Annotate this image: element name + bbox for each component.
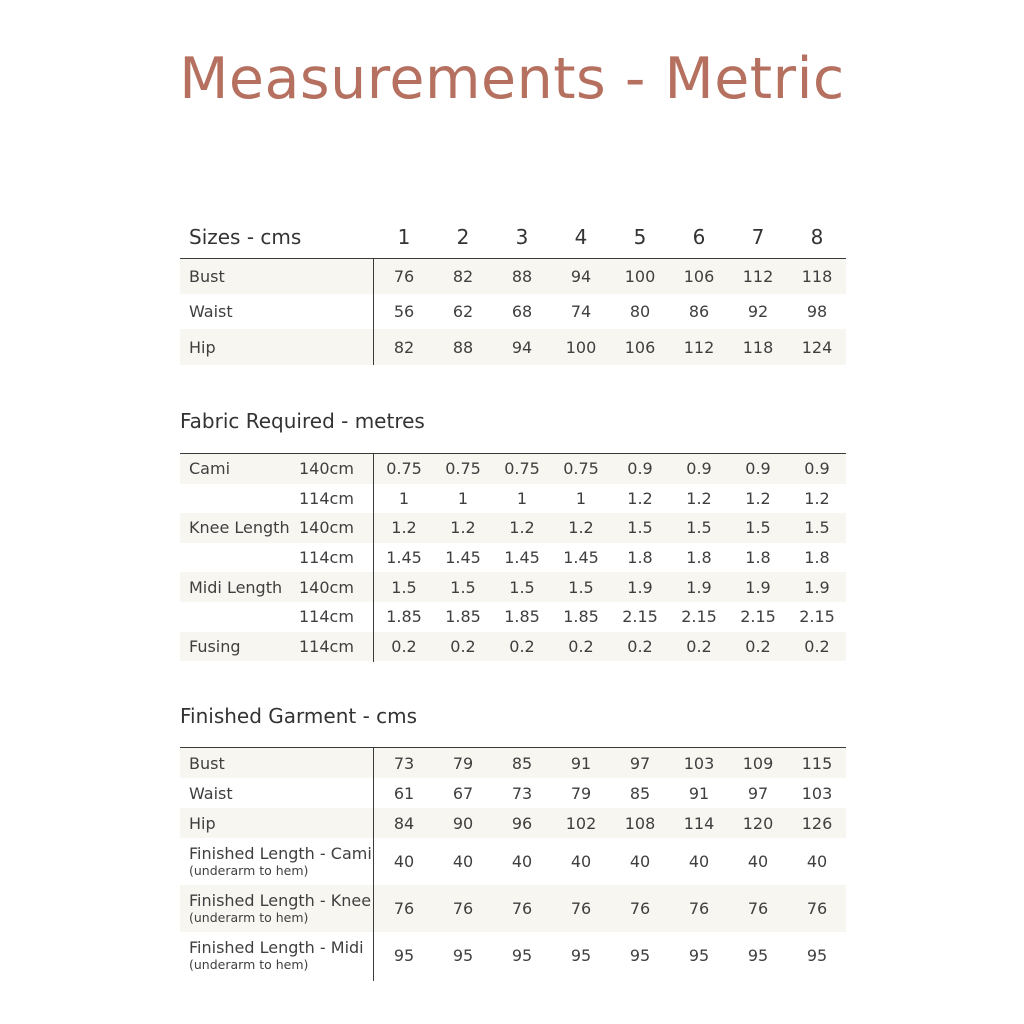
table-cell: 85: [629, 783, 651, 803]
table-cell: 1.5: [509, 577, 535, 597]
table-cell: 76: [629, 899, 651, 918]
table-row: [180, 329, 846, 365]
table-cell: 100: [565, 337, 597, 357]
table-cell: 95: [747, 946, 769, 965]
table-cell: 68: [511, 302, 533, 321]
table-row: [180, 513, 846, 543]
row-label-note: (underarm to hem): [189, 957, 309, 972]
table-row: [180, 748, 846, 778]
table-cell: 1: [457, 488, 469, 508]
table-cell: 0.75: [386, 459, 422, 479]
table-row: [180, 932, 846, 979]
table-row: [180, 632, 846, 662]
table-cell: 1.8: [627, 548, 653, 568]
table-cell: 76: [393, 267, 415, 286]
garment-section-title: Finished Garment - cms: [180, 704, 418, 728]
table-row: [180, 454, 846, 484]
row-label: Bust: [189, 753, 225, 773]
table-cell: 1.5: [391, 577, 417, 597]
table-cell: 73: [393, 753, 415, 773]
table-cell: 106: [683, 267, 715, 286]
table-cell: 1.5: [568, 577, 594, 597]
table-cell: 109: [742, 753, 774, 773]
table-cell: 106: [624, 337, 656, 357]
table-cell: 1.2: [391, 518, 417, 538]
table-cell: 62: [452, 302, 474, 321]
table-cell: 74: [570, 302, 592, 321]
fabric-table: [180, 453, 846, 661]
column-divider: [373, 259, 374, 365]
table-cell: 0.2: [450, 636, 476, 656]
table-cell: 102: [565, 813, 597, 833]
row-label: Knee Length: [189, 518, 290, 538]
table-row: [180, 543, 846, 573]
table-cell: 1.2: [568, 518, 594, 538]
row-label: Cami: [189, 459, 231, 479]
fabric-width: 140cm: [299, 518, 354, 538]
table-cell: 40: [688, 852, 710, 871]
row-label: Fusing: [189, 636, 241, 656]
table-cell: 1.5: [627, 518, 653, 538]
table-cell: 76: [511, 899, 533, 918]
size-header: 4: [574, 225, 588, 249]
row-label: Waist: [189, 783, 233, 803]
table-cell: 95: [393, 946, 415, 965]
table-cell: 40: [747, 852, 769, 871]
table-cell: 0.2: [745, 636, 771, 656]
table-cell: 1.5: [686, 518, 712, 538]
table-cell: 56: [393, 302, 415, 321]
table-cell: 1.9: [745, 577, 771, 597]
table-cell: 1.85: [386, 607, 422, 627]
table-cell: 112: [683, 337, 715, 357]
row-label-note: (underarm to hem): [189, 910, 309, 925]
row-label: Bust: [189, 267, 225, 286]
table-cell: 118: [801, 267, 833, 286]
table-cell: 82: [452, 267, 474, 286]
sizes-header-row: [180, 216, 846, 258]
size-header: 6: [692, 225, 706, 249]
table-cell: 114: [683, 813, 715, 833]
table-cell: 1.45: [445, 548, 481, 568]
table-cell: 0.2: [568, 636, 594, 656]
table-cell: 61: [393, 783, 415, 803]
table-cell: 76: [747, 899, 769, 918]
table-cell: 98: [806, 302, 828, 321]
row-label-main: Finished Length - Midi: [189, 938, 364, 957]
row-label: [189, 932, 364, 979]
table-cell: 2.15: [681, 607, 717, 627]
table-cell: 95: [688, 946, 710, 965]
row-label: Hip: [189, 337, 216, 357]
row-label: [189, 885, 371, 932]
table-cell: 84: [393, 813, 415, 833]
table-cell: 1.45: [386, 548, 422, 568]
table-cell: 95: [570, 946, 592, 965]
fabric-width: 140cm: [299, 459, 354, 479]
garment-table: [180, 747, 846, 979]
size-header: 5: [633, 225, 647, 249]
table-cell: 40: [806, 852, 828, 871]
table-cell: 1.2: [745, 488, 771, 508]
table-row: [180, 259, 846, 294]
table-cell: 115: [801, 753, 833, 773]
table-cell: 1: [516, 488, 528, 508]
table-cell: 2.15: [622, 607, 658, 627]
fabric-width: 140cm: [299, 577, 354, 597]
table-cell: 112: [742, 267, 774, 286]
table-row: [180, 484, 846, 514]
table-cell: 40: [452, 852, 474, 871]
table-cell: 0.9: [745, 459, 771, 479]
table-cell: 1.2: [509, 518, 535, 538]
table-cell: 73: [511, 783, 533, 803]
table-cell: 1.2: [686, 488, 712, 508]
table-cell: 94: [570, 267, 592, 286]
table-cell: 88: [452, 337, 474, 357]
sizes-header-label: Sizes - cms: [189, 225, 302, 249]
table-cell: 79: [452, 753, 474, 773]
table-cell: 1.9: [627, 577, 653, 597]
row-label: Midi Length: [189, 577, 283, 597]
table-row: [180, 885, 846, 932]
size-header: 2: [456, 225, 470, 249]
table-row: [180, 294, 846, 329]
table-cell: 1.2: [804, 488, 830, 508]
table-cell: 1.45: [563, 548, 599, 568]
table-cell: 0.9: [686, 459, 712, 479]
table-cell: 96: [511, 813, 533, 833]
size-header: 8: [810, 225, 824, 249]
table-cell: 0.9: [627, 459, 653, 479]
table-row: [180, 808, 846, 838]
table-cell: 126: [801, 813, 833, 833]
table-cell: 67: [452, 783, 474, 803]
table-cell: 1.8: [686, 548, 712, 568]
table-cell: 1: [575, 488, 587, 508]
table-cell: 76: [688, 899, 710, 918]
table-cell: 92: [747, 302, 769, 321]
table-cell: 40: [629, 852, 651, 871]
fabric-width: 114cm: [299, 488, 354, 508]
row-label: Hip: [189, 813, 216, 833]
size-header: 3: [515, 225, 529, 249]
table-cell: 97: [747, 783, 769, 803]
table-cell: 80: [629, 302, 651, 321]
table-cell: 100: [624, 267, 656, 286]
table-row: [180, 572, 846, 602]
table-cell: 0.2: [686, 636, 712, 656]
table-cell: 95: [806, 946, 828, 965]
table-cell: 86: [688, 302, 710, 321]
table-cell: 91: [688, 783, 710, 803]
table-cell: 40: [393, 852, 415, 871]
table-cell: 97: [629, 753, 651, 773]
column-divider: [373, 454, 374, 662]
table-cell: 0.75: [445, 459, 481, 479]
table-cell: 1.85: [445, 607, 481, 627]
table-cell: 1.5: [804, 518, 830, 538]
table-cell: 0.2: [509, 636, 535, 656]
fabric-width: 114cm: [299, 636, 354, 656]
table-cell: 1.85: [563, 607, 599, 627]
table-cell: 0.9: [804, 459, 830, 479]
table-cell: 85: [511, 753, 533, 773]
fabric-width: 114cm: [299, 548, 354, 568]
table-cell: 0.2: [804, 636, 830, 656]
table-cell: 1.2: [627, 488, 653, 508]
table-row: [180, 778, 846, 808]
table-cell: 40: [570, 852, 592, 871]
table-cell: 76: [570, 899, 592, 918]
sizes-table: [180, 216, 846, 365]
row-label: [189, 838, 372, 885]
size-header: 1: [397, 225, 411, 249]
page-title: Measurements - Metric: [179, 46, 845, 112]
table-cell: 76: [452, 899, 474, 918]
table-cell: 76: [806, 899, 828, 918]
table-cell: 2.15: [740, 607, 776, 627]
fabric-width: 114cm: [299, 607, 354, 627]
table-cell: 108: [624, 813, 656, 833]
table-cell: 2.15: [799, 607, 835, 627]
size-header: 7: [751, 225, 765, 249]
table-cell: 94: [511, 337, 533, 357]
row-label-main: Finished Length - Cami: [189, 844, 372, 863]
table-cell: 118: [742, 337, 774, 357]
fabric-section-title: Fabric Required - metres: [180, 409, 425, 433]
table-cell: 124: [801, 337, 833, 357]
table-cell: 90: [452, 813, 474, 833]
table-cell: 1.85: [504, 607, 540, 627]
table-cell: 120: [742, 813, 774, 833]
table-cell: 1.9: [686, 577, 712, 597]
table-cell: 40: [511, 852, 533, 871]
table-cell: 1: [398, 488, 410, 508]
table-cell: 95: [511, 946, 533, 965]
table-cell: 1.5: [450, 577, 476, 597]
table-cell: 1.8: [745, 548, 771, 568]
column-divider: [373, 748, 374, 981]
table-cell: 76: [393, 899, 415, 918]
table-cell: 95: [629, 946, 651, 965]
row-label-note: (underarm to hem): [189, 863, 309, 878]
table-cell: 103: [683, 753, 715, 773]
table-row: [180, 602, 846, 632]
table-cell: 1.45: [504, 548, 540, 568]
table-cell: 79: [570, 783, 592, 803]
table-cell: 95: [452, 946, 474, 965]
table-cell: 103: [801, 783, 833, 803]
table-cell: 88: [511, 267, 533, 286]
table-cell: 91: [570, 753, 592, 773]
row-label-main: Finished Length - Knee: [189, 891, 372, 910]
table-row: [180, 838, 846, 885]
table-cell: 0.75: [504, 459, 540, 479]
table-cell: 0.75: [563, 459, 599, 479]
row-label: Waist: [189, 302, 233, 321]
table-cell: 0.2: [391, 636, 417, 656]
table-cell: 1.9: [804, 577, 830, 597]
table-cell: 1.8: [804, 548, 830, 568]
table-cell: 0.2: [627, 636, 653, 656]
table-cell: 1.5: [745, 518, 771, 538]
table-cell: 1.2: [450, 518, 476, 538]
table-cell: 82: [393, 337, 415, 357]
